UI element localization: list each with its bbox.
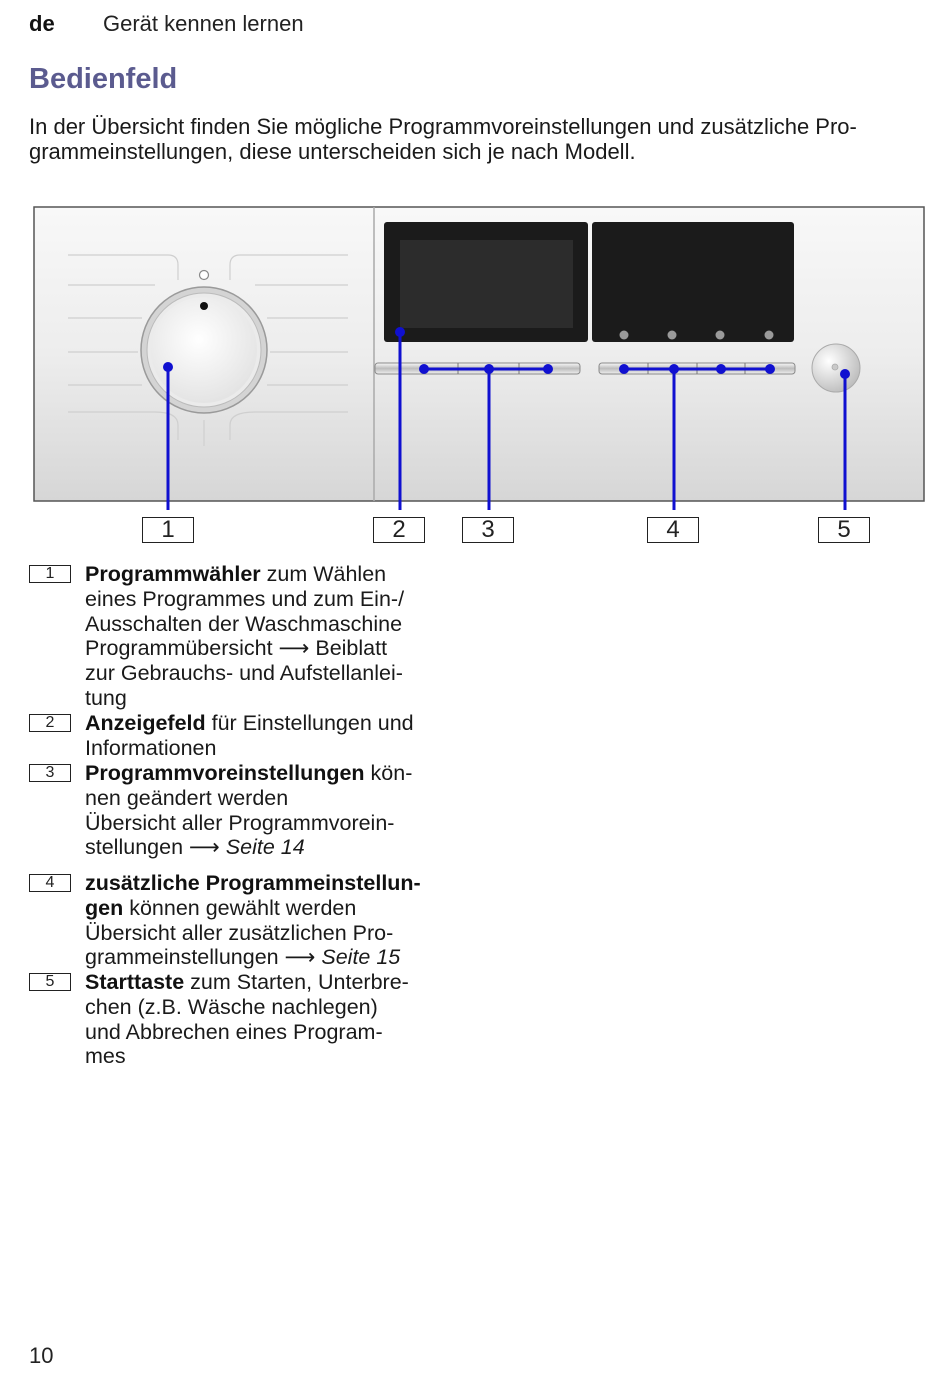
legend-text <box>85 711 465 761</box>
page-number: 10 <box>29 1343 54 1368</box>
program-selector-knob[interactable] <box>141 287 267 413</box>
legend-line: und Abbrechen eines Program- <box>85 1019 383 1044</box>
legend-text <box>85 761 465 860</box>
callout-label-2: 2 <box>373 517 425 543</box>
legend-line: tung <box>85 685 127 710</box>
start-button[interactable] <box>812 344 860 392</box>
legend-term: Programmvoreinstellungen <box>85 761 365 785</box>
legend-line: Programmübersicht ⟶ Beiblatt <box>85 636 388 661</box>
legend-line: Übersicht aller Programmvorein- <box>85 810 395 835</box>
option-display-panel <box>592 222 794 342</box>
callout-label-4: 4 <box>647 517 699 543</box>
legend-line: grammeinstellungen ⟶ <box>85 945 322 970</box>
legend-term: Anzeigefeld <box>85 711 206 735</box>
knob-top-indicator <box>200 271 209 280</box>
legend-text <box>85 562 465 711</box>
legend-line: stellungen ⟶ <box>85 835 226 860</box>
intro-line: grammeinstellungen, diese unterscheiden sich je nach Modell. <box>29 139 636 164</box>
callout-label-1: 1 <box>142 517 194 543</box>
control-panel-illustration <box>0 0 950 560</box>
legend-term: zusätzliche Programmeinstellun- <box>85 871 421 895</box>
legend-line: können gewählt werden <box>123 895 357 920</box>
header-title: Gerät kennen lernen <box>103 11 304 36</box>
legend-number: 3 <box>29 764 71 782</box>
page-reference-link[interactable]: Seite 14 <box>225 835 305 860</box>
legend-text <box>85 970 465 1069</box>
legend-line: chen (z.B. Wäsche nachlegen) <box>85 994 378 1019</box>
section-heading: Bedienfeld <box>29 63 178 95</box>
legend-line: Informationen <box>85 735 217 760</box>
legend-line: eines Programmes und zum Ein-/ <box>85 586 405 611</box>
header-language: de <box>29 11 55 36</box>
legend-line: Übersicht aller zusätzlichen Pro- <box>85 920 394 945</box>
legend-line: zur Gebrauchs- und Aufstellanlei- <box>85 661 403 686</box>
legend-number: 4 <box>29 874 71 892</box>
legend-number: 5 <box>29 973 71 991</box>
legend-term: Starttaste <box>85 970 185 994</box>
legend-line: mes <box>85 1044 126 1069</box>
legend-number: 1 <box>29 565 71 583</box>
legend-line: für Einstellungen und <box>205 711 414 735</box>
legend-term: gen <box>85 895 124 920</box>
legend-line: kön- <box>364 761 413 785</box>
legend-line: nen geändert werden <box>85 785 289 810</box>
legend-line: zum Wählen <box>260 562 387 586</box>
legend-line: zum Starten, Unterbre- <box>184 970 409 994</box>
legend-line: Ausschalten der Waschmaschine <box>85 611 403 636</box>
legend-text <box>85 871 465 970</box>
page-reference-link[interactable]: Seite 15 <box>321 945 401 970</box>
legend-number: 2 <box>29 714 71 732</box>
callout-label-3: 3 <box>462 517 514 543</box>
legend-term: Programmwähler <box>85 562 261 586</box>
display-panel <box>384 222 588 342</box>
intro-line: In der Übersicht finden Sie mögliche Programmvoreinstellungen und zusätzliche Pro- <box>29 114 857 139</box>
callout-label-5: 5 <box>818 517 870 543</box>
